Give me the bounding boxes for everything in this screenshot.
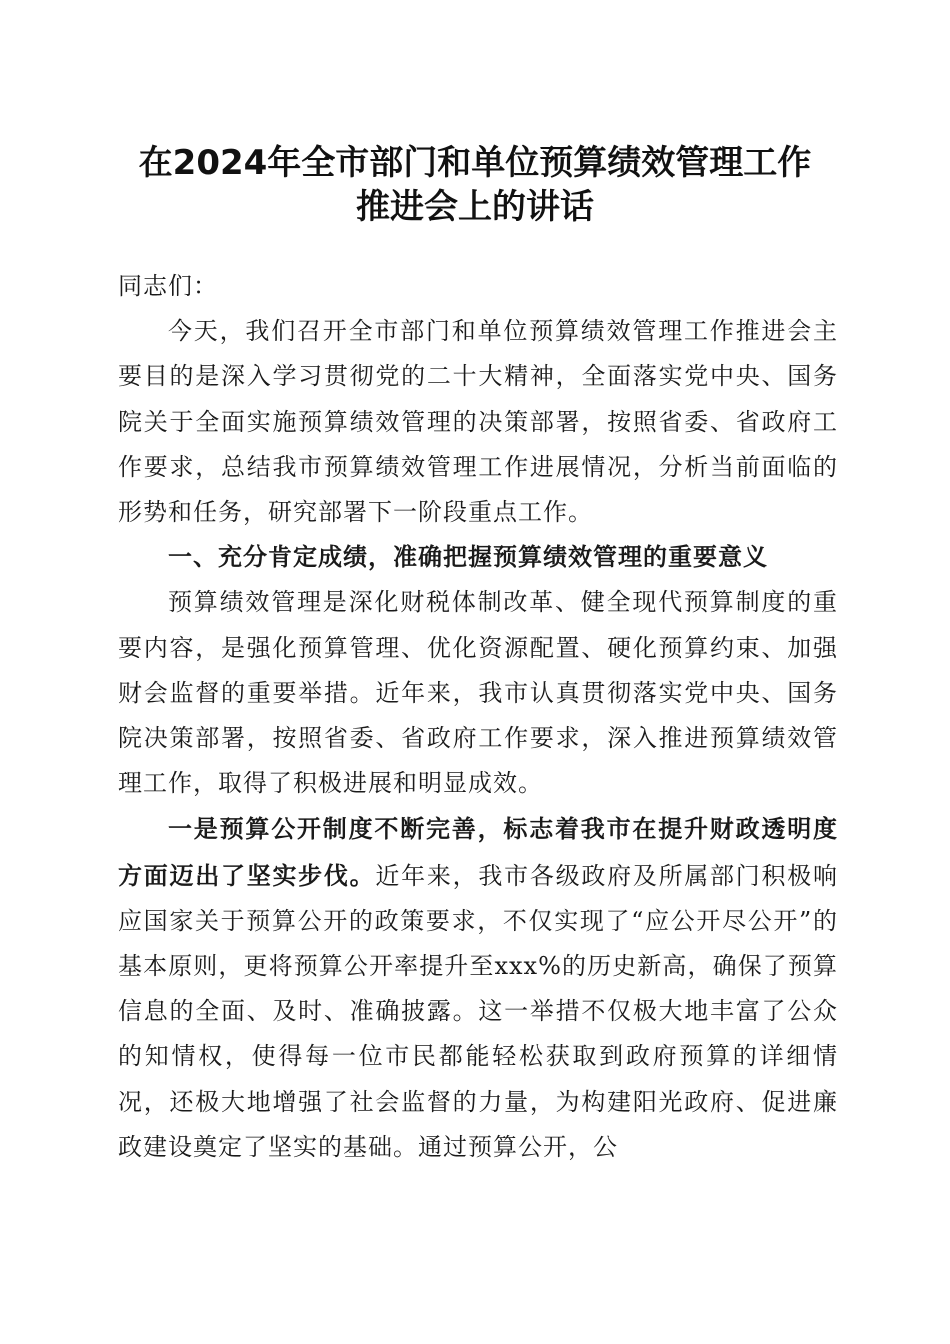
paragraph-body-text: 近年来，我市各级政府及所属部门积极响应国家关于预算公开的政策要求，不仅实现了“应公开尽公开”的基本原则，更将预算公开率提升至xxx%的历史新高，确保了预算信息的全面、及时、准确披露。这一举措不仅极大地丰富了公众的知情权，使得每一位市民都能轻松获取到政府预算的详细情况，还极大地增强了社会监督的力量，为构建阳光政府、促进廉政建设奠定了坚实的基础。通过预算公开，公 <box>118 861 839 1161</box>
section-heading-1: 一、充分肯定成绩，准确把握预算绩效管理的重要意义 <box>168 543 768 572</box>
document-body <box>118 264 838 1170</box>
salutation: 同志们： <box>118 272 218 300</box>
title-line-1: 在2024年全市部门和单位预算绩效管理工作 <box>138 143 812 183</box>
paragraph-budget-disclosure <box>118 806 838 1170</box>
paragraph-intro: 今天，我们召开全市部门和单位预算绩效管理工作推进会主要目的是深入学习贯彻党的二十大精神，全面落实党中央、国务院关于全面实施预算绩效管理的决策部署，按照省委、省政府工作要求，总结我市预算绩效管理工作进展情况，分析当前面临的形势和任务，研究部署下一阶段重点工作。 <box>118 317 838 527</box>
title-line-2: 推进会上的讲话 <box>356 187 594 227</box>
paragraph-significance: 预算绩效管理是深化财税体制改革、健全现代预算制度的重要内容，是强化预算管理、优化资源配置、硬化预算约束、加强财会监督的重要举措。近年来，我市认真贯彻落实党中央、国务院决策部署，按照省委、省政府工作要求，深入推进预算绩效管理工作，取得了积极进展和明显成效。 <box>118 588 838 798</box>
paragraph-lead-sentence: 一是预算公开制度不断完善，标志着我市在提升财政透明度方面迈出了坚实步伐。 <box>118 814 838 890</box>
